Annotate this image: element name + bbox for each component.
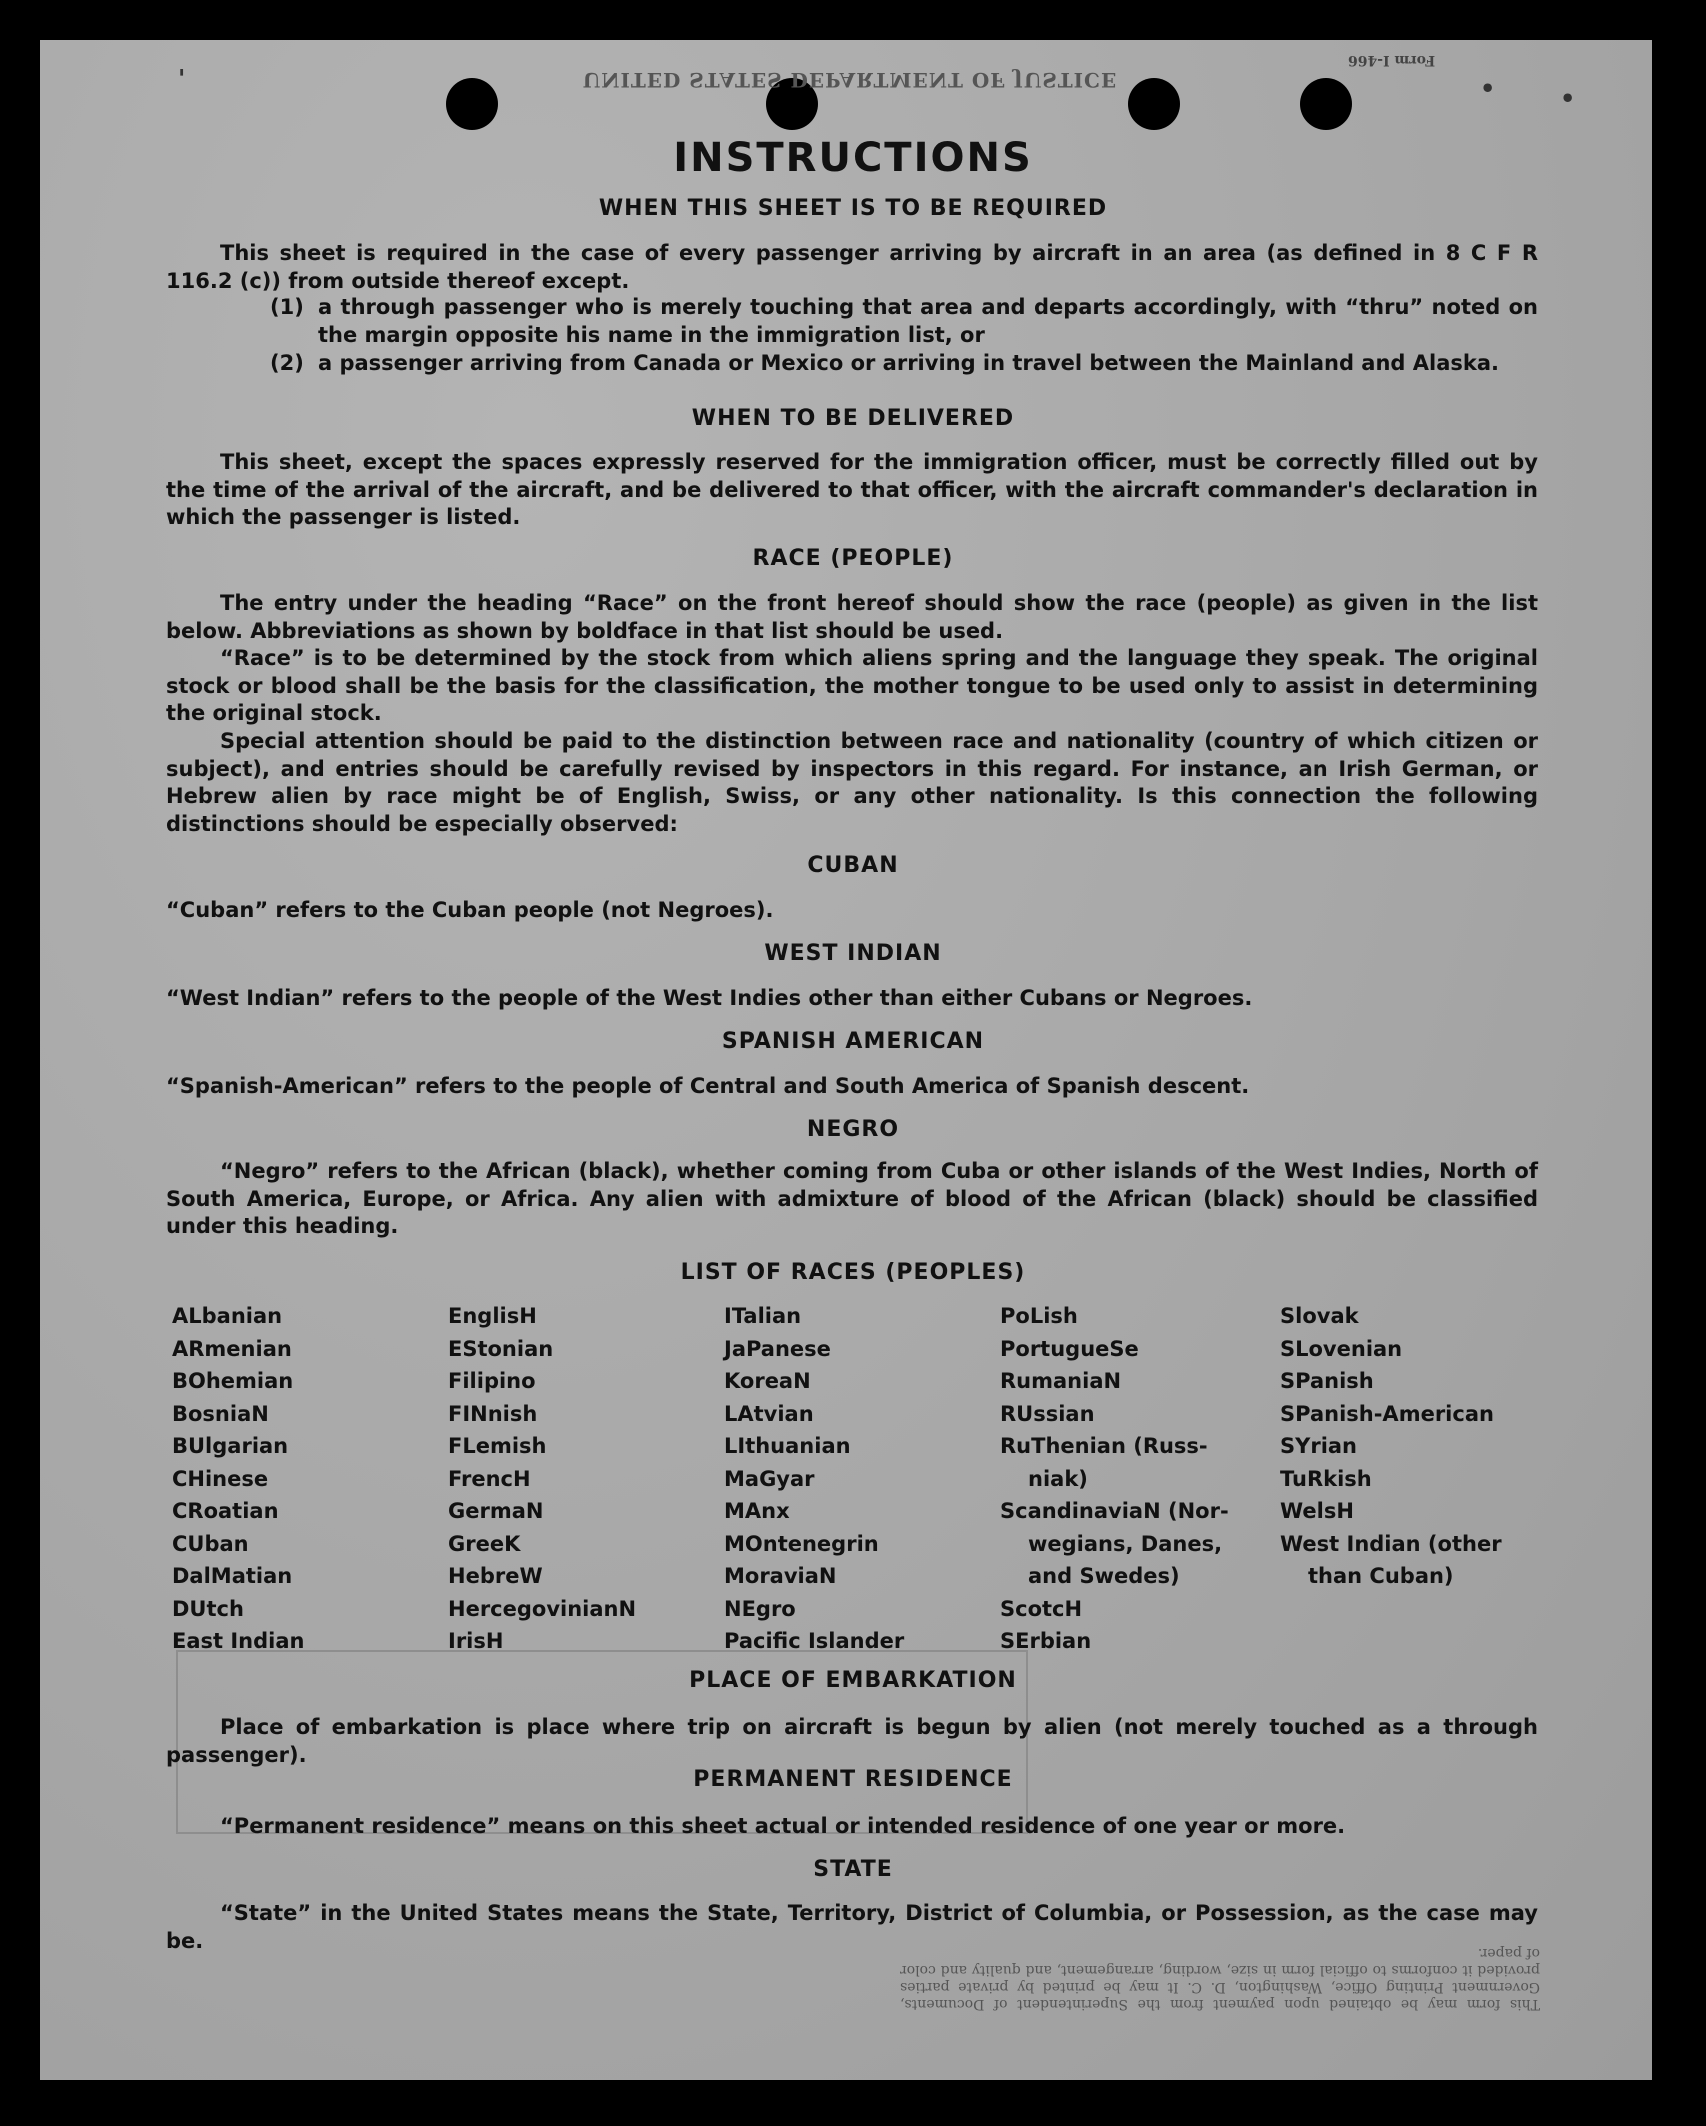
page-title: INSTRUCTIONS — [673, 135, 1033, 181]
negro-text: “Negro” refers to the African (black), whether coming from Cuba or other islands of the West Indies, North of South America, Europe, or Africa. Any alien with admixture of blood of the African (black) should be classified under this heading. — [166, 1159, 1538, 1238]
race-item: RumaniaN — [1000, 1369, 1122, 1393]
race-paragraph-2: “Race” is to be determined by the stock from which aliens spring and the language they speak. The original stock or blood shall be the basis for the classification, the mother tongue to be used only to assist in determining the original stock. — [166, 646, 1538, 725]
race-column-2 — [448, 1300, 724, 1658]
race-column-1 — [172, 1300, 448, 1658]
west-indian-text: “West Indian” refers to the people of the West Indies other than either Cubans or Negroes. — [166, 986, 1253, 1010]
race-item: BUlgarian — [172, 1434, 289, 1458]
permanent-residence-text: “Permanent residence” means on this sheet actual or intended residence of one year or more. — [220, 1814, 1346, 1838]
heading-west-indian: WEST INDIAN — [764, 941, 942, 966]
race-item: ARmenian — [172, 1336, 292, 1361]
race-item: LIthuanian — [724, 1434, 851, 1458]
when-required-intro: This sheet is required in the case of every passenger arriving by aircraft in an area (as defined in 8 C F R 116.2 (c)) from outside thereof except. — [166, 241, 1538, 293]
race-item: BOhemian — [172, 1369, 294, 1393]
race-item: KoreaN — [724, 1369, 811, 1393]
heading-state: STATE — [813, 1857, 893, 1882]
race-column-4 — [1000, 1300, 1280, 1658]
race-item: West Indian (other — [1280, 1531, 1502, 1556]
race-item: LAtvian — [724, 1401, 814, 1426]
race-item: FLemish — [448, 1434, 547, 1458]
race-item: Pacific Islander — [724, 1629, 905, 1653]
race-item: DalMatian — [172, 1564, 293, 1588]
race-item: JaPanese — [724, 1336, 831, 1361]
race-item: HebreW — [448, 1564, 543, 1588]
race-list — [172, 1300, 1552, 1658]
race-item: CRoatian — [172, 1499, 279, 1523]
race-item: TuRkish — [1280, 1466, 1372, 1491]
heading-race: RACE (PEOPLE) — [752, 546, 954, 571]
exception-1-num: (1) — [270, 295, 304, 319]
race-item: IrisH — [448, 1629, 504, 1653]
spanish-american-text: “Spanish-American” refers to the people of Central and South America of Spanish descent. — [166, 1074, 1250, 1098]
race-item: PortugueSe — [1000, 1336, 1139, 1361]
exception-2-text: a passenger arriving from Canada or Mexico or arriving in travel between the Mainland and Alaska. — [318, 351, 1499, 375]
race-item: EnglisH — [448, 1304, 537, 1328]
race-item: FrencH — [448, 1466, 531, 1491]
race-paragraph-3: Special attention should be paid to the distinction between race and nationality (country of which citizen or subject), and entries should be carefully revised by inspectors in this regard. For instance, an Irish German, or Hebrew alien by race might be of English, Swiss, or any other nationality. Is this connection the following distinctions should be especially observed: — [166, 729, 1538, 836]
race-item: Slovak — [1280, 1304, 1359, 1328]
race-column-5 — [1280, 1300, 1552, 1658]
race-item: GermaN — [448, 1499, 544, 1523]
heading-list-of-races: LIST OF RACES (PEOPLES) — [680, 1260, 1026, 1285]
race-item: BosniaN — [172, 1401, 269, 1426]
race-item: MaGyar — [724, 1466, 815, 1491]
race-item: RUssian — [1000, 1401, 1095, 1426]
race-item: East Indian — [172, 1629, 305, 1653]
mirrored-header: UNITED STATES DEPARTMENT OF JUSTICE — [582, 68, 1118, 92]
race-item: MoraviaN — [724, 1564, 837, 1588]
race-item: RuThenian (Russ- — [1000, 1434, 1208, 1458]
ink-mark: ' — [178, 64, 186, 93]
ink-mark: • — [1480, 74, 1496, 103]
race-item: CHinese — [172, 1466, 269, 1491]
form-code: Form I-466 — [1348, 52, 1436, 68]
race-item: ScotcH — [1000, 1596, 1083, 1621]
race-item: SErbian — [1000, 1629, 1092, 1653]
race-item: SLovenian — [1280, 1336, 1403, 1361]
race-item: Filipino — [448, 1369, 536, 1393]
race-item: FINnish — [448, 1401, 538, 1426]
race-item-continued: than Cuban) — [1308, 1564, 1454, 1588]
heading-when-delivered: WHEN TO BE DELIVERED — [691, 406, 1015, 431]
race-item: ITalian — [724, 1304, 802, 1328]
race-item: ALbanian — [172, 1304, 283, 1328]
race-item: CUban — [172, 1531, 249, 1556]
race-paragraph-1: The entry under the heading “Race” on the front hereof should show the race (people) as given in the list below. Abbreviations as shown by boldface in that list should be used. — [166, 591, 1538, 643]
race-item: GreeK — [448, 1531, 521, 1556]
race-item: HercegovinianN — [448, 1596, 637, 1621]
race-item: DUtch — [172, 1596, 244, 1621]
race-item: NEgro — [724, 1596, 796, 1621]
race-item: SPanish — [1280, 1369, 1374, 1393]
mirrored-footnote: This form may be obtained upon payment from the Superintendent of Documents, Government Printing Office, Washington, D. C. It may be printed by private parties provided it conforms to official form in size, wording, arrangement, and quality and color of paper. — [900, 1945, 1540, 2012]
ink-mark: • — [1560, 84, 1576, 113]
race-item: MAnx — [724, 1499, 790, 1523]
race-item-continued: and Swedes) — [1028, 1564, 1180, 1588]
exception-2-num: (2) — [270, 351, 304, 375]
race-item: SPanish-American — [1280, 1401, 1494, 1426]
state-text: “State” in the United States means the State, Territory, District of Columbia, or Possession, as the case may be. — [166, 1901, 1538, 1953]
heading-cuban: CUBAN — [807, 853, 899, 878]
race-item: ScandinaviaN (Nor- — [1000, 1499, 1229, 1523]
heading-spanish-american: SPANISH AMERICAN — [721, 1029, 985, 1054]
exception-1-text: a through passenger who is merely touching that area and departs accordingly, with “thru” noted on the margin opposite his name in the immigration list, or — [318, 295, 1538, 347]
embarkation-text: Place of embarkation is place where trip on aircraft is begun by alien (not merely touched as a through passenger). — [166, 1715, 1538, 1767]
race-item-continued: niak) — [1028, 1466, 1088, 1491]
heading-negro: NEGRO — [806, 1117, 900, 1142]
race-item: MOntenegrin — [724, 1531, 879, 1556]
heading-embarkation: PLACE OF EMBARKATION — [689, 1668, 1017, 1693]
race-item: SYrian — [1280, 1434, 1358, 1458]
race-column-3 — [724, 1300, 1000, 1658]
heading-when-required: WHEN THIS SHEET IS TO BE REQUIRED — [598, 196, 1108, 221]
race-item: WelsH — [1280, 1499, 1354, 1523]
race-item-continued: wegians, Danes, — [1028, 1531, 1223, 1556]
heading-permanent-residence: PERMANENT RESIDENCE — [693, 1767, 1013, 1792]
race-item: PoLish — [1000, 1304, 1078, 1328]
race-item: EStonian — [448, 1336, 554, 1361]
punch-hole — [1300, 78, 1352, 130]
when-delivered-text: This sheet, except the spaces expressly reserved for the immigration officer, must be correctly filled out by the time of the arrival of the aircraft, and be delivered to that officer, with the aircraft commander's declaration in which the passenger is listed. — [166, 450, 1538, 529]
cuban-text: “Cuban” refers to the Cuban people (not Negroes). — [166, 898, 774, 922]
punch-hole — [446, 78, 498, 130]
